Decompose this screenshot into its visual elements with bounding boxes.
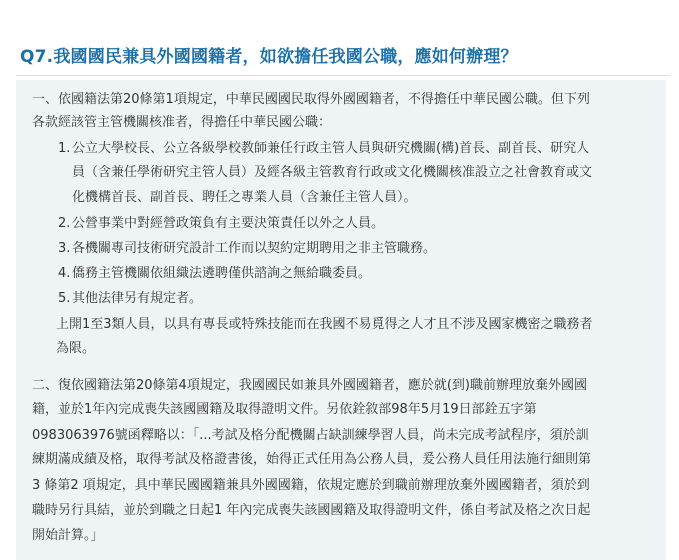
list-item-number: 5. — [58, 291, 71, 306]
list-item-number: 3. — [58, 241, 71, 256]
list-item-text: 員（含兼任學術研究主管人員）及經各級主管教育行政或文化機關核准設立之社會教育或文 — [72, 165, 593, 180]
section2-line: 二、復依國籍法第20條第4項規定，我國國民如兼具外國國籍者，應於就(到)職前辦理放棄外國國 — [32, 378, 587, 393]
list-item-text: 化機構首長、副首長、聘任之專業人員（含兼任主管人員）。 — [72, 190, 417, 205]
header-divider — [16, 75, 671, 76]
list-item-number: 1. — [58, 141, 71, 156]
list-item-number: 4. — [58, 266, 71, 281]
list-item-text: 公立大學校長、公立各級學校教師兼任行政主管人員與研究機關(構)首長、副首長、研究人 — [72, 141, 590, 156]
section2-line: 練期滿成績及格，取得考試及格證書後，始得正式任用為公務人員，爰公務人員任用法施行細則第 — [32, 452, 592, 467]
section2-line: 0983063976號函釋略以：「...考試及格分配機關占缺訓練學習人員，尚未完成考試程序，須於訓 — [32, 428, 589, 443]
section1-line-2: 各款經該管主管機關核准者，得擔任中華民國公職： — [32, 115, 332, 130]
list-item-text: 其他法律另有規定者。 — [72, 291, 203, 306]
section2-line: 開始計算。」 — [32, 528, 104, 543]
list-item-text: 各機關專司技術研究設計工作而以契約定期聘用之非主管職務。 — [72, 241, 437, 256]
section1-line-1: 一、依國籍法第20條第1項規定，中華民國國民取得外國國籍者，不得擔任中華民國公職。但下列 — [32, 92, 590, 107]
list-item-number: 2. — [58, 216, 71, 231]
section1-note-line-1: 上開1至3類人員，以具有專長或特殊技能而在我國不易覓得之人才且不涉及國家機密之職務者 — [56, 317, 593, 332]
section2-line: 籍，並於1年內完成喪失該國國籍及取得證明文件。另依銓敘部98年5月19日部銓五字第 — [32, 402, 537, 417]
question-title: Q7.我國國民兼具外國國籍者，如欲擔任我國公職，應如何辦理？ — [20, 47, 518, 67]
list-item-text: 僑務主管機關依組織法遴聘僅供諮詢之無給職委員。 — [72, 266, 372, 281]
list-item-text: 公營事業中對經營政策負有主要決策責任以外之人員。 — [72, 216, 385, 231]
question-header — [0, 0, 679, 80]
section2-line: 職時另行具結，並於到職之日起1 年內完成喪失該國國籍及取得證明文件，係自考試及格之次日起 — [32, 503, 591, 518]
section1-note-line-2: 為限。 — [56, 341, 96, 356]
section2-line: 3 條第2 項規定，具中華民國國籍兼具外國國籍，依規定應於到職前辦理放棄外國國籍者，須於到 — [32, 478, 590, 493]
